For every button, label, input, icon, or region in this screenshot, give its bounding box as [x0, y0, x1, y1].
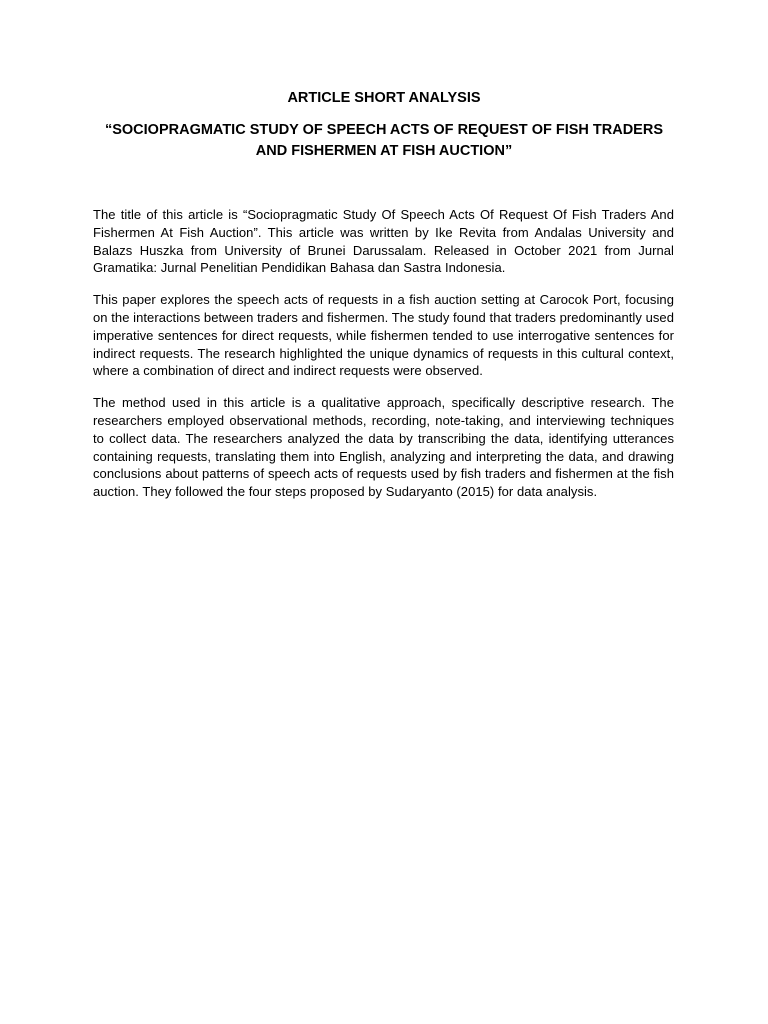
document-body [93, 206, 674, 515]
article-title: “SOCIOPRAGMATIC STUDY OF SPEECH ACTS OF REQUEST OF FISH TRADERS AND FISHERMEN AT FISH AUCTION” [104, 122, 664, 159]
paragraph-article-info: The title of this article is “Sociopragmatic Study Of Speech Acts Of Request Of Fish Traders And Fishermen At Fish Auction”. This article was written by Ike Revita from Andalas University and Balazs Huszka from University of Brunei Darussalam. Released in October 2021 from Jurnal Gramatika: Jurnal Penelitian Pendidikan Bahasa dan Sastra Indonesia. [93, 207, 674, 276]
document-heading: ARTICLE SHORT ANALYSIS [287, 90, 481, 106]
paragraph-summary: This paper explores the speech acts of requests in a fish auction setting at Carocok Port, focusing on the interactions between traders and fishermen. The study found that traders predominantly used imperative sentences for direct requests, while fishermen tended to use interrogative sentences for indirect requests. The research highlighted the unique dynamics of requests in this cultural context, where a combination of direct and indirect requests were observed. [93, 292, 674, 379]
paragraph-method: The method used in this article is a qualitative approach, specifically descriptive research. The researchers employed observational methods, recording, note-taking, and interviewing techniques to collect data. The researchers analyzed the data by transcribing the data, identifying utterances containing requests, translating them into English, analyzing and interpreting the data, and drawing conclusions about patterns of speech acts of requests used by fish traders and fishermen at the fish auction. They followed the four steps proposed by Sudaryanto (2015) for data analysis. [93, 395, 674, 500]
